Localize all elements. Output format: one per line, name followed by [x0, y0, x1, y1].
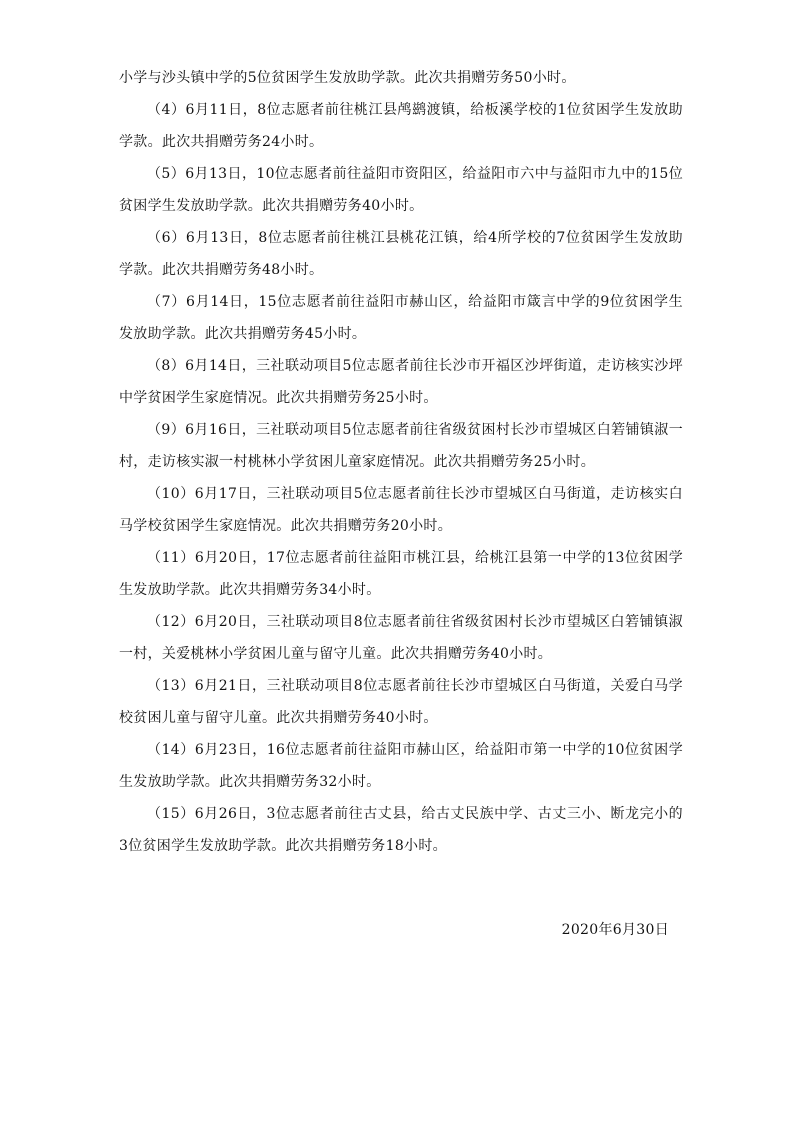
- paragraph-item-10: （10）6月17日，三社联动项目5位志愿者前往长沙市望城区白马街道，走访核实白马学校贫困学生家庭情况。此次共捐赠劳务20小时。: [119, 486, 683, 534]
- paragraph-item-11: （11）6月20日，17位志愿者前往益阳市桃江县，给桃江县第一中学的13位贫困学生发放助学款。此次共捐赠劳务34小时。: [119, 550, 683, 598]
- paragraph-item-4: （4）6月11日，8位志愿者前往桃江县鸬鹚渡镇，给板溪学校的1位贫困学生发放助学款。此次共捐赠劳务24小时。: [119, 102, 683, 150]
- paragraph-item-5: （5）6月13日，10位志愿者前往益阳市资阳区，给益阳市六中与益阳市九中的15位贫困学生发放助学款。此次共捐赠劳务40小时。: [119, 166, 683, 214]
- paragraph-item-8: （8）6月14日，三社联动项目5位志愿者前往长沙市开福区沙坪街道，走访核实沙坪中学贫困学生家庭情况。此次共捐赠劳务25小时。: [119, 358, 683, 406]
- paragraph-item-15: （15）6月26日，3位志愿者前往古丈县，给古丈民族中学、古丈三小、断龙完小的3位贫困学生发放助学款。此次共捐赠劳务18小时。: [119, 806, 683, 854]
- document-body: [119, 62, 683, 862]
- paragraph-item-13: （13）6月21日，三社联动项目8位志愿者前往长沙市望城区白马街道，关爱白马学校贫困儿童与留守儿童。此次共捐赠劳务40小时。: [119, 678, 683, 726]
- document-date: 2020年6月30日: [561, 922, 669, 938]
- paragraph-item-14: （14）6月23日，16位志愿者前往益阳市赫山区，给益阳市第一中学的10位贫困学生发放助学款。此次共捐赠劳务32小时。: [119, 742, 683, 790]
- paragraph-continuation: 小学与沙头镇中学的5位贫困学生发放助学款。此次共捐赠劳务50小时。: [119, 70, 576, 86]
- paragraph-item-9: （9）6月16日，三社联动项目5位志愿者前往省级贫困村长沙市望城区白箬铺镇淑一村，走访核实淑一村桃林小学贫困儿童家庭情况。此次共捐赠劳务25小时。: [119, 422, 683, 470]
- paragraph-item-6: （6）6月13日，8位志愿者前往桃江县桃花江镇，给4所学校的7位贫困学生发放助学款。此次共捐赠劳务48小时。: [119, 230, 683, 278]
- paragraph-item-7: （7）6月14日，15位志愿者前往益阳市赫山区，给益阳市箴言中学的9位贫困学生发放助学款。此次共捐赠劳务45小时。: [119, 294, 683, 342]
- paragraph-item-12: （12）6月20日，三社联动项目8位志愿者前往省级贫困村长沙市望城区白箬铺镇淑一村，关爱桃林小学贫困儿童与留守儿童。此次共捐赠劳务40小时。: [119, 614, 683, 662]
